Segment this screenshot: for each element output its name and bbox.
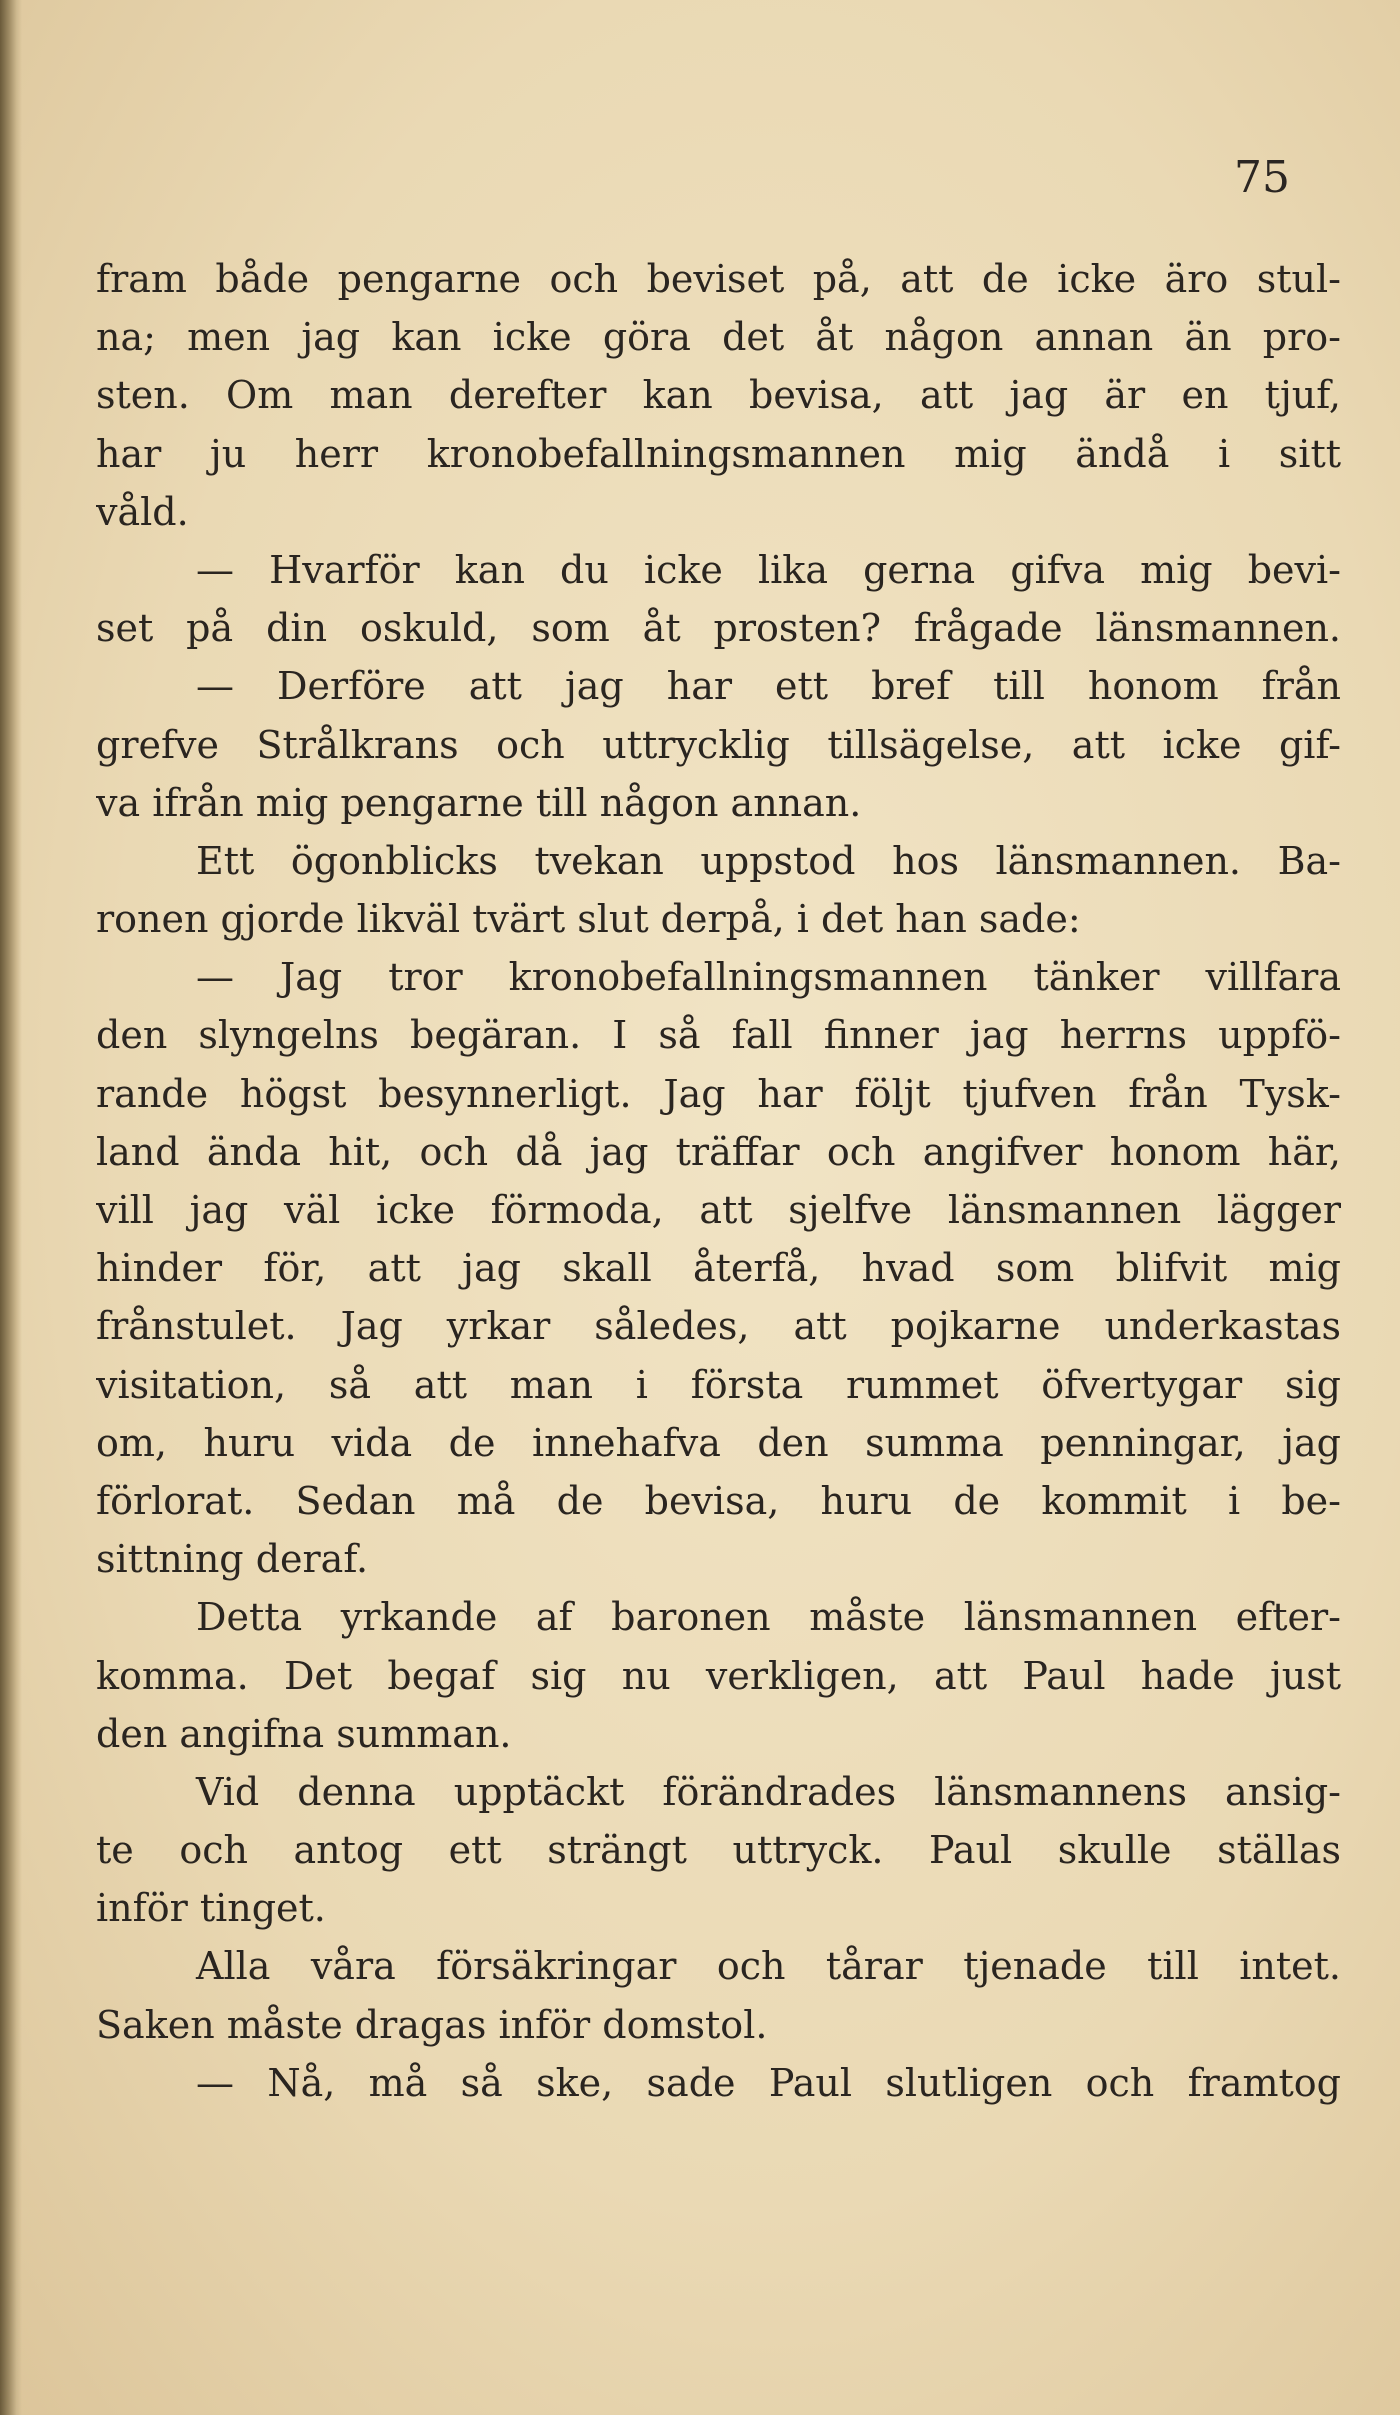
text-line: våld. [96, 489, 189, 534]
text-line: — Derföre att jag har ett bref till honom från [196, 664, 1341, 709]
text-line: förlorat. Sedan må de bevisa, huru de kommit i be- [96, 1478, 1341, 1523]
text-line: — Nå, må så ske, sade Paul slutligen och framtog [196, 2060, 1341, 2105]
text-line: va ifrån mig pengarne till någon annan. [96, 780, 862, 825]
text-line: inför tinget. [96, 1886, 326, 1931]
text-line: om, huru vida de innehafva den summa penningar, jag [96, 1420, 1341, 1465]
text-line: — Hvarför kan du icke lika gerna gifva mig bevi- [196, 547, 1341, 592]
text-line: rande högst besynnerligt. Jag har följt tjufven från Tysk- [96, 1071, 1341, 1116]
text-line: grefve Strålkrans och uttrycklig tillsägelse, att icke gif- [96, 722, 1341, 767]
text-line: frånstulet. Jag yrkar således, att pojkarne underkastas [96, 1304, 1341, 1349]
text-line: Alla våra försäkringar och tårar tjenade till intet. [196, 1944, 1341, 1989]
text-line: fram både pengarne och beviset på, att de icke äro stul- [96, 257, 1341, 301]
text-line: den angifna summan. [96, 1711, 512, 1756]
text-line: land ända hit, och då jag träffar och angifver honom här, [96, 1129, 1341, 1174]
text-line: komma. Det begaf sig nu verkligen, att Paul hade just [96, 1653, 1341, 1698]
text-line: ronen gjorde likväl tvärt slut derpå, i det han sade: [96, 897, 1081, 942]
text-line: vill jag väl icke förmoda, att sjelfve länsmannen lägger [96, 1188, 1341, 1232]
text-line: visitation, så att man i första rummet öfvertygar sig [96, 1362, 1341, 1407]
text-line: Saken måste dragas inför domstol. [96, 2002, 768, 2047]
text-line: — Jag tror kronobefallningsmannen tänker villfara [196, 955, 1341, 1000]
text-line: sittning deraf. [96, 1537, 369, 1582]
body-text [96, 250, 1341, 2112]
page-number: 75 [1234, 152, 1290, 203]
text-line: Vid denna upptäckt förändrades länsmannens ansig- [196, 1769, 1341, 1814]
text-line: har ju herr kronobefallningsmannen mig ändå i sitt [96, 431, 1341, 476]
text-line: Ett ögonblicks tvekan uppstod hos länsmannen. Ba- [196, 838, 1341, 883]
text-line: set på din oskuld, som åt prosten? frågade länsmannen. [96, 606, 1341, 651]
text-line: den slyngelns begäran. I så fall finner jag herrns uppfö- [96, 1013, 1341, 1058]
text-line: hinder för, att jag skall återfå, hvad som blifvit mig [96, 1246, 1341, 1291]
text-line: sten. Om man derefter kan bevisa, att jag är en tjuf, [96, 373, 1341, 418]
text-line: te och antog ett strängt uttryck. Paul skulle ställas [96, 1828, 1341, 1873]
text-line: Detta yrkande af baronen måste länsmannen efter- [196, 1595, 1341, 1640]
book-spine-shadow [0, 0, 22, 2415]
text-line: na; men jag kan icke göra det åt någon annan än pro- [96, 315, 1341, 360]
